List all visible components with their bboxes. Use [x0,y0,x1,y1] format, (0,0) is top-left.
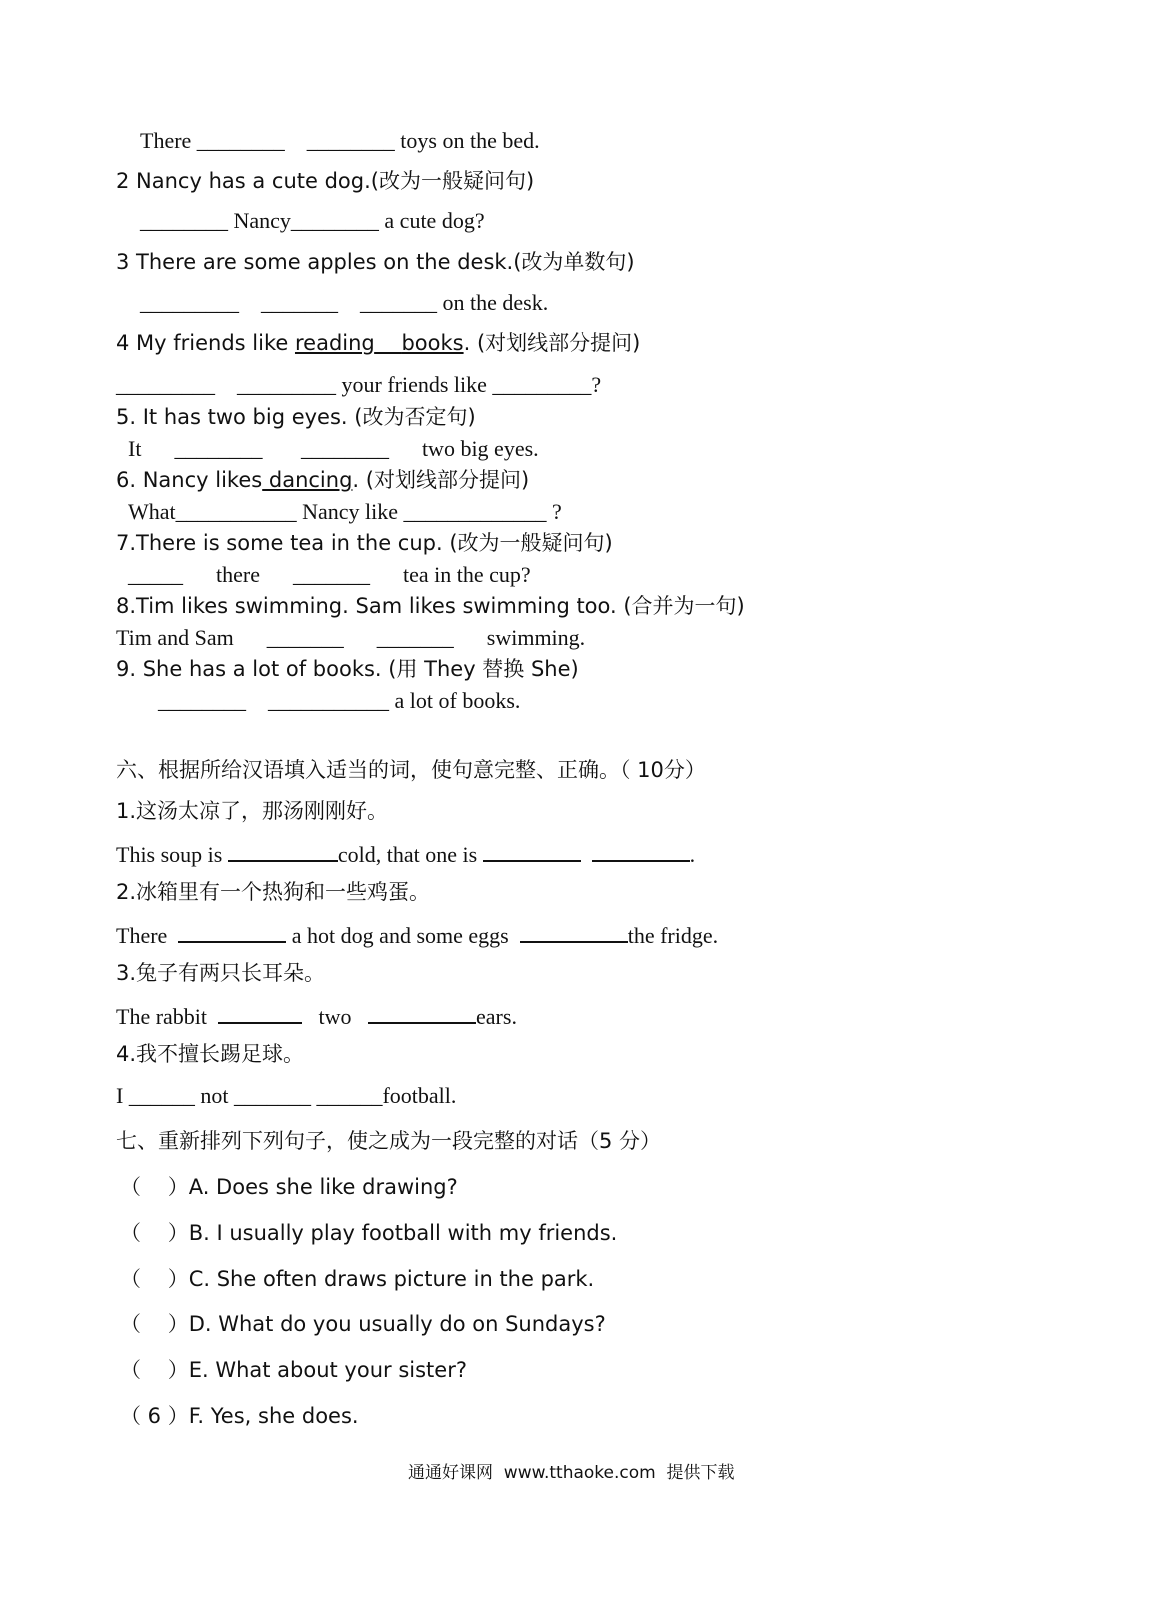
s7-item-d: （ ）D. What do you usually do on Sundays? [120,1312,606,1336]
s5-line-5: _________ _______ _______ on the desk. [140,290,549,315]
s7-item-a: （ ）A. Does she like drawing? [120,1175,458,1199]
blank-line [218,1002,302,1024]
s5-line-1: There ________ ________ toys on the bed. [140,128,540,153]
q4-suffix: . (对划线部分提问) [463,331,641,355]
s5-line-11: _____ there _______ tea in the cup? [128,562,531,587]
s6-item3-part3: ears. [476,1004,517,1029]
blank-line [520,921,628,943]
q4-underlined-1: reading [294,331,375,355]
q6-underlined: dancing [262,468,353,492]
section7-title: 七、重新排列下列句子，使之成为一段完整的对话（5 分） [116,1129,662,1153]
s5-line-14: 9. She has a lot of books. (用 They 替换 She) [116,657,579,681]
s5-line-3: ________ Nancy________ a cute dog? [140,208,485,233]
q6-prefix: 6. Nancy likes [116,468,263,492]
s5-line-2: 2 Nancy has a cute dog.(改为一般疑问句) [116,169,535,193]
s6-item3-cn: 3.兔子有两只长耳朵。 [116,961,326,985]
s6-item2-en [116,921,718,949]
blank-line [228,840,338,862]
s7-item-f: （ 6 ）F. Yes, she does. [120,1404,359,1428]
blank-line [592,840,690,862]
s7-item-c: （ ）C. She often draws picture in the park. [120,1267,595,1291]
s6-item4-cn: 4.我不擅长踢足球。 [116,1042,305,1066]
q4-gap [375,331,402,355]
s6-item2-part2: a hot dog and some eggs [286,923,515,948]
s5-line-7: 5. It has two big eyes. (改为否定句) [116,405,476,429]
s5-q4 [116,330,640,356]
blank-line [178,921,286,943]
s6-item2-part3: the fridge. [627,923,719,948]
s7-item-b: （ ）B. I usually play football with my friends. [120,1221,618,1245]
s5-q6 [116,467,529,493]
q6-suffix: . (对划线部分提问) [352,468,530,492]
s5-line-8: It ________ ________ two big eyes. [128,436,539,461]
s5-line-6: _________ _________ your friends like _________? [116,372,602,397]
page-footer: 通通好课网 www.tthaoke.com 提供下载 [408,1463,735,1483]
q4-prefix: 4 My friends like [116,331,295,355]
s5-line-13: Tim and Sam _______ _______ swimming. [116,625,586,650]
s5-line-4: 3 There are some apples on the desk.(改为单数句) [116,250,635,274]
s5-line-15: ________ ___________ a lot of books. [158,688,521,713]
s6-item1-cn: 1.这汤太凉了，那汤刚刚好。 [116,799,389,823]
s6-item2-cn: 2.冰箱里有一个热狗和一些鸡蛋。 [116,880,431,904]
s7-item-e: （ ）E. What about your sister? [120,1358,467,1382]
section6-title: 六、根据所给汉语填入适当的词，使句意完整、正确。（ 10分） [116,758,706,782]
s6-item3-part1: The rabbit [116,1004,213,1029]
s6-item4-en: I ______ not _______ ______football. [116,1083,457,1108]
q4-underlined-2: books [401,331,464,355]
s6-item2-part1: There [116,923,173,948]
s6-item1-en [116,840,695,868]
s6-item1-part1: This soup is [116,842,228,867]
s6-item1-part3: . [689,842,696,867]
s6-item3-part2: two [313,1004,358,1029]
blank-line [483,840,581,862]
s5-line-10: 7.There is some tea in the cup. (改为一般疑问句) [116,531,613,555]
s6-item1-part2: cold, that one is [337,842,483,867]
s5-line-12: 8.Tim likes swimming. Sam likes swimming too. (合并为一句) [116,594,745,618]
s6-item3-en [116,1002,517,1030]
blank-line [368,1002,476,1024]
s5-line-9: What___________ Nancy like _____________ ? [128,499,562,524]
